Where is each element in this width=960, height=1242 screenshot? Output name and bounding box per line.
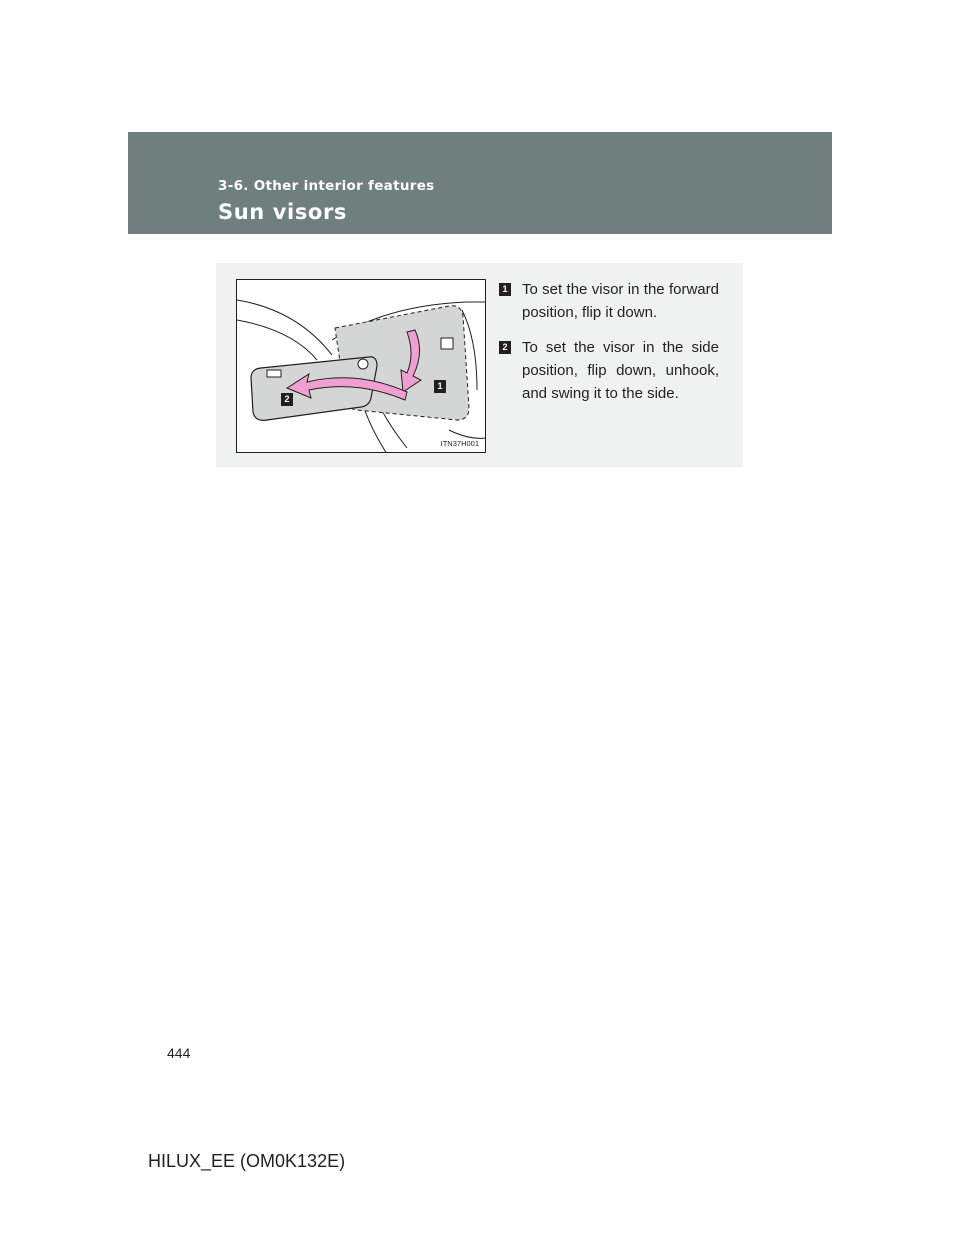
content-box xyxy=(216,263,743,467)
step-2-badge: 2 xyxy=(499,341,511,354)
page-number: 444 xyxy=(167,1045,191,1061)
figure-code: ITN37H001 xyxy=(440,439,479,448)
callout-2-badge: 2 xyxy=(281,393,293,406)
step-1-text: To set the visor in the forward position, flip it down. xyxy=(522,281,719,321)
step-1-badge: 1 xyxy=(499,283,511,296)
windshield-line xyxy=(237,300,332,355)
header-band xyxy=(128,132,832,234)
windshield-line xyxy=(237,320,317,360)
visor-hook xyxy=(441,338,453,349)
visor-pivot xyxy=(358,359,368,369)
section-label: 3-6. Other interior features xyxy=(218,178,435,194)
footer-model-code: HILUX_EE (OM0K132E) xyxy=(148,1151,346,1171)
step-2-text: To set the visor in the side position, flip down, unhook, and swing it to the side. xyxy=(522,339,719,402)
step-item xyxy=(499,278,719,324)
callout-1-badge: 1 xyxy=(434,380,446,393)
step-item xyxy=(499,336,719,405)
step-list xyxy=(499,278,719,417)
sun-visor-illustration xyxy=(236,279,486,453)
page-title: Sun visors xyxy=(218,200,348,224)
sun-visor-drawing xyxy=(237,280,486,453)
